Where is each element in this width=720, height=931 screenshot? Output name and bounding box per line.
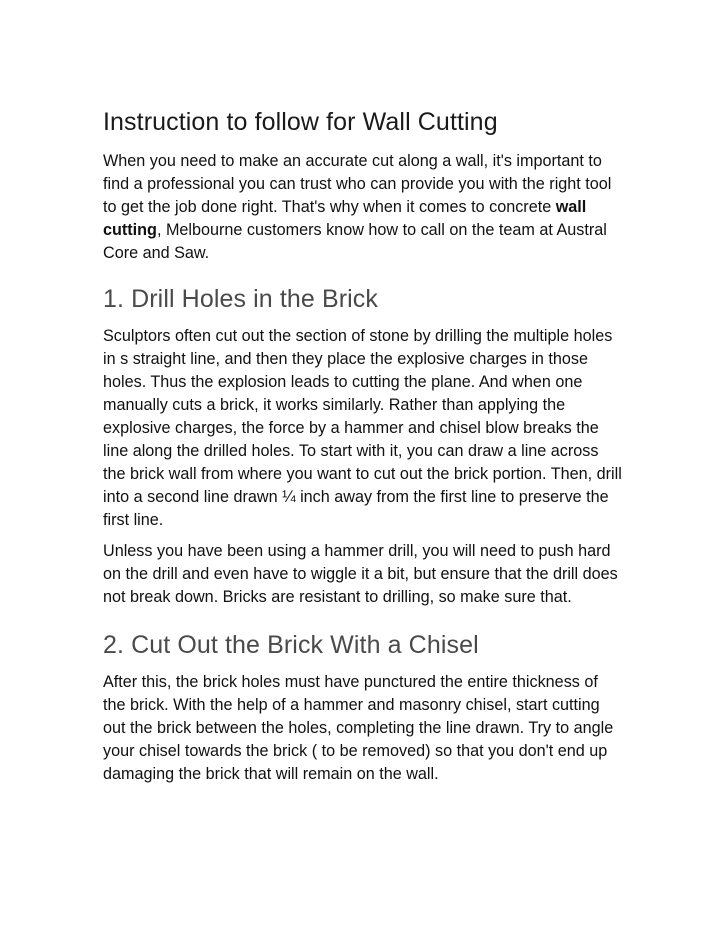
section-heading: 1. Drill Holes in the Brick: [103, 285, 379, 313]
intro-text-end: , Melbourne customers know how to call on the team at Austral Core and Saw.: [103, 221, 607, 262]
intro-bold-keyword: wall cutting: [103, 198, 587, 239]
section-paragraph: After this, the brick holes must have punctured the entire thickness of the brick. With the help of a hammer and masonry chisel, start cutting out the brick between the holes, completing the line drawn. Try to angle your chisel towards the brick ( to be removed) so that you don't end up damaging the brick that will remain on the wall.: [103, 673, 614, 783]
section-cut-with-chisel: [103, 627, 623, 786]
intro-paragraph: [103, 150, 623, 265]
section-heading: 2. Cut Out the Brick With a Chisel: [103, 631, 479, 659]
section-paragraph: Sculptors often cut out the section of stone by drilling the multiple holes in s straight line, and then they place the explosive charges in those holes. Thus the explosion leads to cutting the plane. And when one manually cuts a brick, it works similarly. Rather than applying the explosive charges, the force by a hammer and chisel blow breaks the line along the drilled holes. To start with it, you can draw a line across the brick wall from where you want to cut out the brick portion. Then, drill into a second line drawn ¼ inch away from the first line to preserve the first line.: [103, 327, 622, 529]
document-title: Instruction to follow for Wall Cutting: [103, 108, 498, 136]
section-paragraph: Unless you have been using a hammer drill, you will need to push hard on the drill and even have to wiggle it a bit, but ensure that the drill does not break down. Bricks are resistant to drilling, so make sure that.: [103, 542, 618, 606]
intro-text-start: When you need to make an accurate cut along a wall, it's important to find a professional you can trust who can provide you with the right tool to get the job done right. That's why when it comes to concrete: [103, 152, 612, 216]
document-page: [103, 104, 623, 794]
section-drill-holes: [103, 281, 623, 609]
